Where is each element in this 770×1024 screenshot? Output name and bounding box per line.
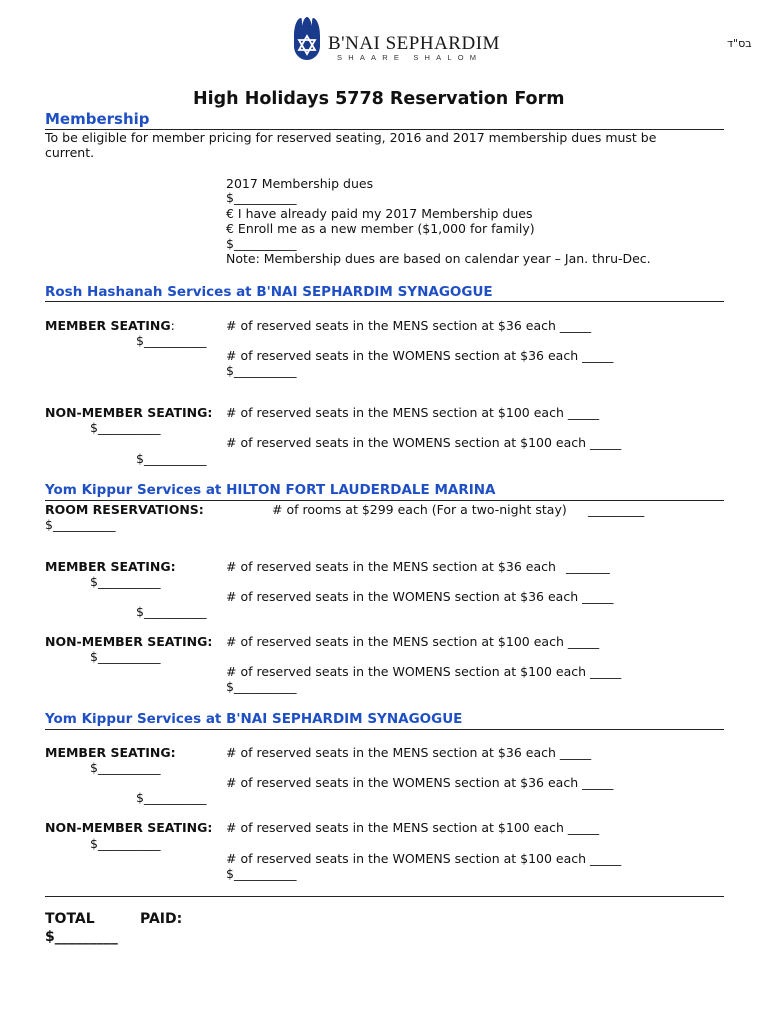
rosh-hashanah-heading: Rosh Hashanah Services at B'NAI SEPHARDIM SYNAGOGUE xyxy=(45,284,493,300)
yom-kippur-bnai-rule xyxy=(45,729,724,730)
room-reservations-count-blank[interactable]: _________ xyxy=(588,502,645,517)
yom-kippur-hilton-heading: Yom Kippur Services at HILTON FORT LAUDERDALE MARINA xyxy=(45,482,496,498)
total-blank[interactable]: $_________ xyxy=(45,929,118,945)
bnai-member-blank1[interactable]: $__________ xyxy=(90,760,161,775)
rosh-nonmember-label: NON-MEMBER SEATING: xyxy=(45,405,213,420)
hilton-member-blank1[interactable]: $__________ xyxy=(90,574,161,589)
membership-note: Note: Membership dues are based on calendar year – Jan. thru-Dec. xyxy=(226,251,651,266)
bnai-nonmember-blank1[interactable]: $__________ xyxy=(90,836,161,851)
enroll-blank[interactable]: $__________ xyxy=(226,236,297,251)
room-reservations-blank[interactable]: $__________ xyxy=(45,517,116,532)
hilton-member-womens[interactable]: # of reserved seats in the WOMENS section at $36 each _____ xyxy=(226,589,614,604)
page-title: High Holidays 5778 Reservation Form xyxy=(193,89,565,109)
rosh-member-label xyxy=(45,318,175,333)
hilton-member-label: MEMBER SEATING: xyxy=(45,559,176,574)
rosh-nonmember-mens[interactable]: # of reserved seats in the MENS section at $100 each _____ xyxy=(226,405,600,420)
rosh-nonmember-blank2[interactable]: $__________ xyxy=(136,451,207,466)
dues-blank[interactable]: $__________ xyxy=(226,190,297,205)
hilton-member-blank2[interactable]: $__________ xyxy=(136,604,207,619)
dues-label: 2017 Membership dues xyxy=(226,176,374,191)
room-reservations-label: ROOM RESERVATIONS: xyxy=(45,502,204,517)
hilton-nonmember-mens[interactable]: # of reserved seats in the MENS section at $100 each _____ xyxy=(226,634,600,649)
hilton-member-mens: # of reserved seats in the MENS section at $36 each xyxy=(226,559,556,574)
enroll-option[interactable]: € Enroll me as a new member ($1,000 for family) xyxy=(226,221,535,236)
bnai-nonmember-mens[interactable]: # of reserved seats in the MENS section at $100 each _____ xyxy=(226,820,600,835)
hilton-nonmember-womens[interactable]: # of reserved seats in the WOMENS section at $100 each _____ xyxy=(226,664,622,679)
rosh-member-womens[interactable]: # of reserved seats in the WOMENS section at $36 each _____ xyxy=(226,348,614,363)
membership-intro-line2: current. xyxy=(45,145,95,160)
paid-label: PAID: xyxy=(140,911,183,927)
bnai-member-mens[interactable]: # of reserved seats in the MENS section at $36 each _____ xyxy=(226,745,592,760)
total-label: TOTAL xyxy=(45,911,95,927)
bnai-member-blank2[interactable]: $__________ xyxy=(136,790,207,805)
logo-subtitle: SHAARE SHALOM xyxy=(337,53,483,62)
room-reservations-text: # of rooms at $299 each (For a two-night stay) xyxy=(272,502,567,517)
bnai-member-womens[interactable]: # of reserved seats in the WOMENS section at $36 each _____ xyxy=(226,775,614,790)
rosh-hashanah-rule xyxy=(45,301,724,302)
bnai-nonmember-womens[interactable]: # of reserved seats in the WOMENS section at $100 each _____ xyxy=(226,851,622,866)
hilton-nonmember-blank2[interactable]: $__________ xyxy=(226,679,297,694)
total-rule xyxy=(45,896,724,897)
logo-name: B'NAI SEPHARDIM xyxy=(328,33,500,54)
already-paid-option[interactable]: € I have already paid my 2017 Membership dues xyxy=(226,206,533,221)
rosh-member-mens[interactable]: # of reserved seats in the MENS section at $36 each _____ xyxy=(226,318,592,333)
yom-kippur-bnai-heading: Yom Kippur Services at B'NAI SEPHARDIM SYNAGOGUE xyxy=(45,711,463,727)
hilton-nonmember-blank1[interactable]: $__________ xyxy=(90,649,161,664)
rosh-member-label-text: MEMBER SEATING xyxy=(45,318,171,333)
rosh-member-blank1[interactable]: $__________ xyxy=(136,333,207,348)
bnai-nonmember-blank2[interactable]: $__________ xyxy=(226,866,297,881)
rosh-nonmember-womens[interactable]: # of reserved seats in the WOMENS section at $100 each _____ xyxy=(226,435,622,450)
rosh-member-blank2[interactable]: $__________ xyxy=(226,363,297,378)
hebrew-mark: בס"ד xyxy=(727,37,752,50)
bnai-member-label: MEMBER SEATING: xyxy=(45,745,176,760)
membership-intro-line1: To be eligible for member pricing for reserved seating, 2016 and 2017 membership dues must be xyxy=(45,130,657,145)
hilton-member-mens-blank[interactable]: _______ xyxy=(566,559,610,574)
star-of-david-logo-icon xyxy=(290,16,324,62)
yom-kippur-hilton-rule xyxy=(45,500,724,501)
rosh-nonmember-blank1[interactable]: $__________ xyxy=(90,420,161,435)
hilton-nonmember-label: NON-MEMBER SEATING: xyxy=(45,634,213,649)
bnai-nonmember-label: NON-MEMBER SEATING: xyxy=(45,820,213,835)
rosh-member-label-colon: : xyxy=(170,318,175,333)
membership-heading: Membership xyxy=(45,110,150,128)
